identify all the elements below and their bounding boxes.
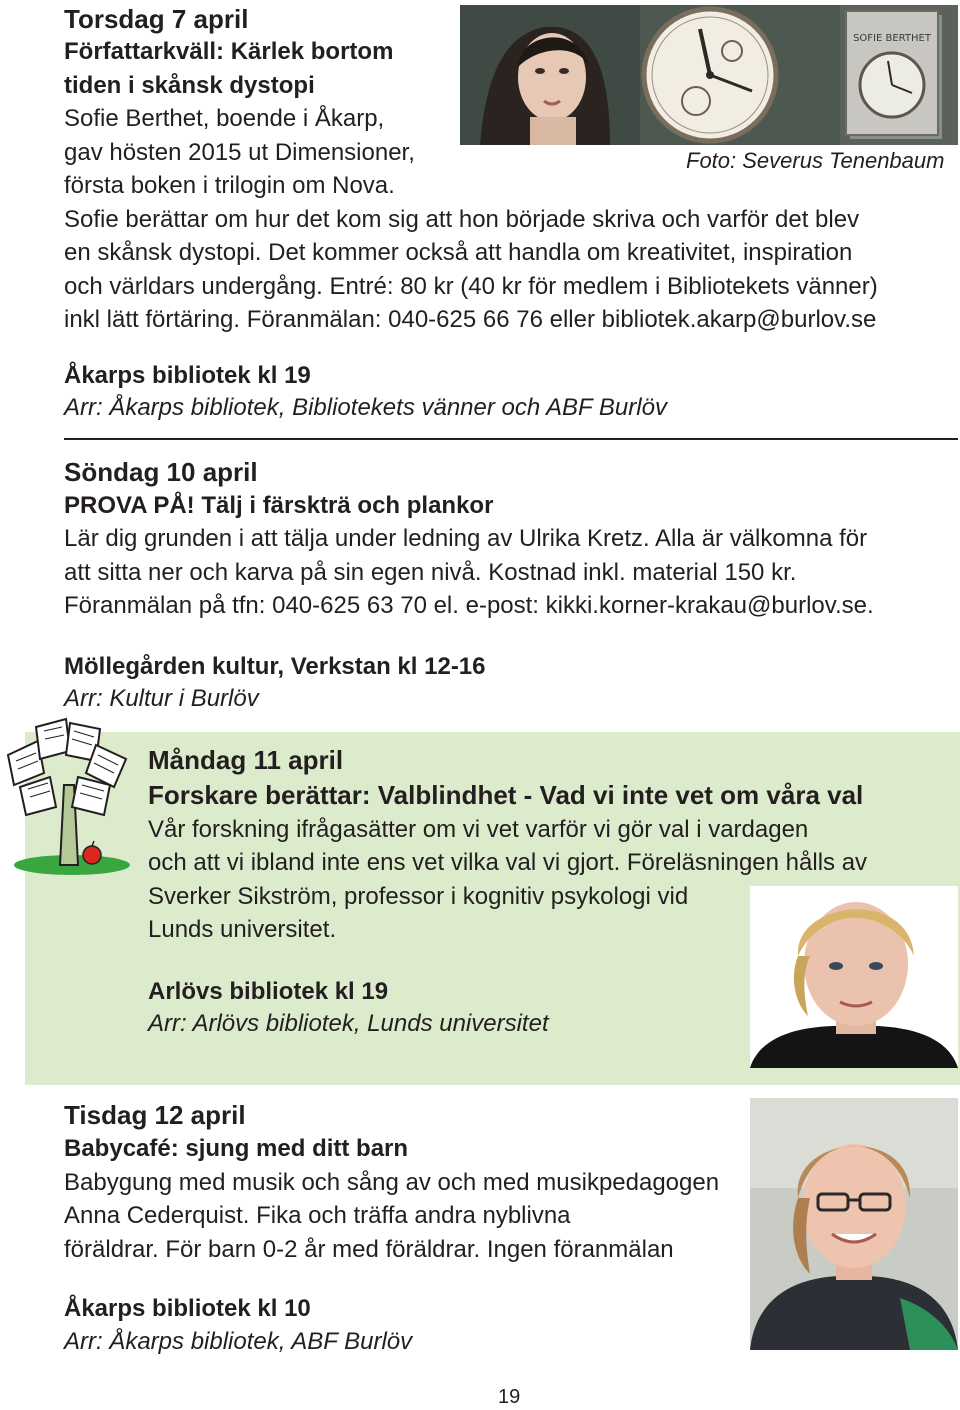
event-organizer: Arr: Arlövs bibliotek, Lunds universitet bbox=[148, 1010, 549, 1037]
event-organizer: Arr: Åkarps bibliotek, Bibliotekets vänner och ABF Burlöv bbox=[64, 394, 667, 421]
event-desc-line: och att vi ibland inte ens vet vilka val vi gjort. Föreläsningen hålls av bbox=[148, 849, 868, 876]
musician-photo bbox=[750, 1098, 958, 1350]
event-venue: Åkarps bibliotek kl 19 bbox=[64, 362, 311, 389]
author-clock-book-image bbox=[460, 5, 958, 145]
event-desc-line: Lunds universitet. bbox=[148, 916, 337, 943]
event-organizer: Arr: Åkarps bibliotek, ABF Burlöv bbox=[64, 1328, 413, 1355]
event-desc-line: Sverker Sikström, professor i kognitiv psykologi vid bbox=[148, 883, 689, 910]
event-venue: Arlövs bibliotek kl 19 bbox=[148, 978, 389, 1005]
event-title: PROVA PÅ! Tälj i färskträ och plankor bbox=[64, 492, 494, 519]
event-desc-line: föräldrar. För barn 0-2 år med föräldrar. Ingen föranmälan bbox=[64, 1236, 674, 1263]
event-desc-line: Vår forskning ifrågasätter om vi vet varför vi gör val i vardagen bbox=[148, 816, 809, 843]
event-desc-line: inkl lätt förtäring. Föranmälan: 040-625 66 76 eller bibliotek.akarp@burlov.se bbox=[64, 306, 877, 333]
event-title: Babycafé: sjung med ditt barn bbox=[64, 1135, 409, 1162]
event-desc-line: gav hösten 2015 ut Dimensioner, bbox=[64, 139, 415, 166]
author-photo bbox=[460, 5, 958, 145]
event-title-line: tiden i skånsk dystopi bbox=[64, 72, 315, 99]
event-desc-line: och världars undergång. Entré: 80 kr (40 kr för medlem i Bibliotekets vänner) bbox=[64, 273, 878, 300]
page-number: 19 bbox=[498, 1386, 521, 1408]
event-date: Torsdag 7 april bbox=[64, 4, 249, 34]
event-desc-line: första boken i trilogin om Nova. bbox=[64, 172, 395, 199]
event-venue: Möllegården kultur, Verkstan kl 12-16 bbox=[64, 653, 486, 680]
event-title: Forskare berättar: Valblindhet - Vad vi inte vet om våra val bbox=[148, 780, 864, 810]
event-desc-line: Sofie berättar om hur det kom sig att hon började skriva och varför det blev bbox=[64, 206, 860, 233]
book-tree-clipart bbox=[0, 715, 135, 875]
event-desc-line: en skånsk dystopi. Det kommer också att handla om kreativitet, inspiration bbox=[64, 239, 853, 266]
event-title-line: Författarkväll: Kärlek bortom bbox=[64, 38, 394, 65]
event-desc-line: Babygung med musik och sång av och med musikpedagogen bbox=[64, 1169, 720, 1196]
event-desc-line: att sitta ner och karva på sin egen nivå. Kostnad inkl. material 150 kr. bbox=[64, 559, 797, 586]
event-date: Måndag 11 april bbox=[148, 745, 344, 775]
event-desc-line: Föranmälan på tfn: 040-625 63 70 el. e-post: kikki.korner-krakau@burlov.se. bbox=[64, 592, 874, 619]
section-divider bbox=[64, 438, 958, 440]
musician-portrait-image bbox=[750, 1098, 958, 1350]
book-cover-text: SOFIE BERTHET bbox=[853, 33, 931, 44]
event-date: Tisdag 12 april bbox=[64, 1100, 246, 1130]
event-desc-line: Anna Cederquist. Fika och träffa andra nyblivna bbox=[64, 1202, 571, 1229]
event-organizer: Arr: Kultur i Burlöv bbox=[64, 685, 259, 712]
speaker-photo bbox=[750, 886, 958, 1068]
event-venue: Åkarps bibliotek kl 10 bbox=[64, 1295, 311, 1322]
event-date: Söndag 10 april bbox=[64, 457, 258, 487]
event-desc-line: Lär dig grunden i att tälja under ledning av Ulrika Kretz. Alla är välkomna för bbox=[64, 525, 868, 552]
event-desc-line: Sofie Berthet, boende i Åkarp, bbox=[64, 105, 385, 132]
book-tree-icon bbox=[0, 715, 135, 875]
speaker-portrait-image bbox=[750, 886, 958, 1068]
photo-credit: Foto: Severus Tenenbaum bbox=[686, 148, 945, 173]
